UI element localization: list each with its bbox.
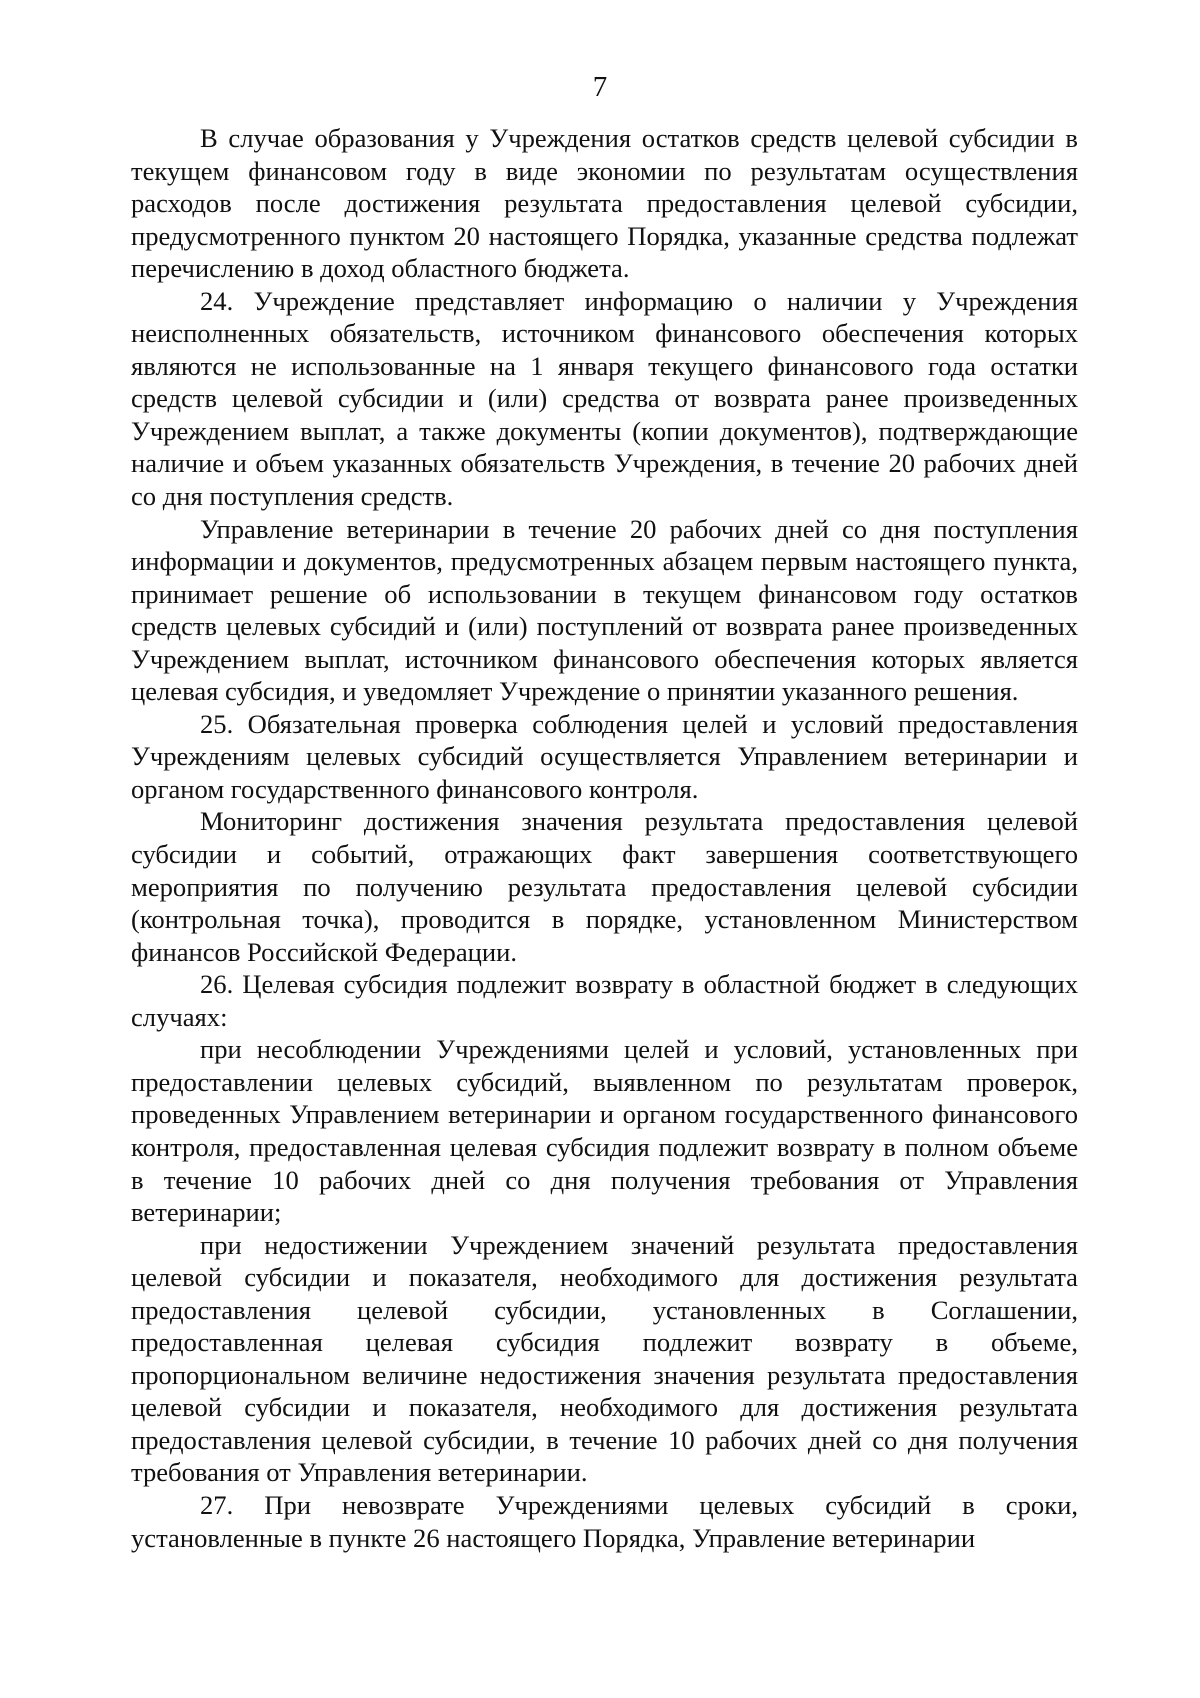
paragraph-item-26: 26. Целевая субсидия подлежит возврату в областной бюджет в следующих случаях: bbox=[131, 969, 1078, 1032]
paragraph-item-26-case-nonachievement: при недостижении Учреждением значений результата предоставления целевой субсидии и показателя, необходимого для достижения результата предоставления целевой субсидии, установленных в Соглашении, предоставленная целевая субсидия подлежит возврату в объеме, пропорциональном величине недостижения значения результата предоставления целевой субсидии и показателя, необходимого для достижения результата предоставления целевой субсидии, в течение 10 рабочих дней со дня получения требования от Управления ветеринарии. bbox=[131, 1229, 1078, 1488]
paragraph-item-24-decision: Управление ветеринарии в течение 20 рабочих дней со дня поступления информации и документов, предусмотренных абзацем первым настоящего пункта, принимает решение об использовании в текущем финансовом году остатков средств целевых субсидий и (или) поступлений от возврата ранее произведенных Учреждением выплат, источником финансового обеспечения которых является целевая субсидия, и уведомляет Учреждение о принятии указанного решения. bbox=[131, 513, 1078, 707]
paragraph-item-25-monitoring: Мониторинг достижения значения результата предоставления целевой субсидии и событий, отражающих факт завершения соответствующего мероприятия по получению результата предоставления целевой субсидии (контрольная точка), проводится в порядке, установленном Министерством финансов Российской Федерации. bbox=[131, 806, 1078, 967]
document-body bbox=[131, 122, 1078, 1554]
paragraph-item-26-case-noncompliance: при несоблюдении Учреждениями целей и условий, установленных при предоставлении целевых субсидий, выявленном по результатам проверок, проведенных Управлением ветеринарии и органом государственного финансового контроля, предоставленная целевая субсидия подлежит возврату в полном объеме в течение 10 рабочих дней со дня получения требования от Управления ветеринарии; bbox=[131, 1034, 1078, 1228]
paragraph-remaining-funds: В случае образования у Учреждения остатков средств целевой субсидии в текущем финансовом году в виде экономии по результатам осуществления расходов после достижения результата предоставления целевой субсидии, предусмотренного пунктом 20 настоящего Порядка, указанные средства подлежат перечислению в доход областного бюджета. bbox=[131, 123, 1078, 284]
page-number: 7 bbox=[592, 71, 608, 103]
paragraph-item-25: 25. Обязательная проверка соблюдения целей и условий предоставления Учреждениям целевых субсидий осуществляется Управлением ветеринарии и органом государственного финансового контроля. bbox=[131, 708, 1078, 804]
paragraph-item-27: 27. При невозврате Учреждениями целевых субсидий в сроки, установленные в пункте 26 настоящего Порядка, Управление ветеринарии bbox=[131, 1489, 1078, 1553]
paragraph-item-24: 24. Учреждение представляет информацию о наличии у Учреждения неисполненных обязательств, источником финансового обеспечения которых являются не использованные на 1 января текущего финансового года остатки средств целевой субсидии и (или) средства от возврата ранее произведенных Учреждением выплат, а также документы (копии документов), подтверждающие наличие и объем указанных обязательств Учреждения, в течение 20 рабочих дней со дня поступления средств. bbox=[131, 285, 1078, 512]
